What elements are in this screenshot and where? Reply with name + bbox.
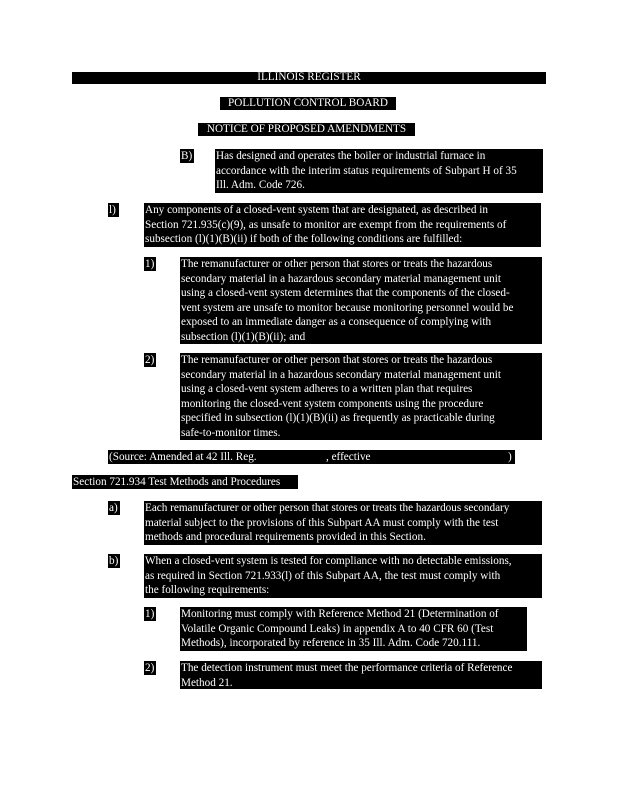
text-line: Has designed and operates the boiler or industrial furnace in: [216, 150, 486, 162]
source-right: ): [508, 451, 512, 463]
text-line: monitoring the closed-vent system components using the procedure: [181, 397, 484, 410]
text-line: accordance with the interim status requirements of Subpart H of 35: [216, 164, 517, 177]
item-b-text: [145, 554, 512, 598]
item-l1-label: 1): [145, 258, 155, 270]
item-a-label: a): [109, 502, 118, 514]
item-l1-text: [181, 257, 513, 344]
text-line: secondary material in a hazardous secondary material management unit: [181, 272, 501, 285]
text-line: The remanufacturer or other person that stores or treats the hazardous: [181, 354, 493, 366]
item-B-text: [216, 149, 517, 193]
text-line: subsection (l)(1)(B)(ii) if both of the following conditions are fulfilled:: [145, 233, 463, 245]
text-line: The detection instrument must meet the performance criteria of Reference: [181, 662, 513, 674]
item-b-label: b): [109, 555, 119, 567]
item-b1-text: [181, 607, 499, 651]
item-l-label: l): [109, 204, 116, 216]
text-line: subsection (l)(1)(B)(ii); and: [181, 330, 306, 343]
register-title: ILLINOIS REGISTER: [257, 71, 361, 83]
text-line: using a closed-vent system adheres to a written plan that requires: [181, 383, 473, 395]
notice-title: NOTICE OF PROPOSED AMENDMENTS: [206, 123, 407, 135]
text-line: Method 21.: [181, 676, 233, 689]
text-line: using a closed-vent system determines that the components of the closed-: [181, 287, 510, 299]
text-line: secondary material in a hazardous secondary material management unit: [181, 368, 501, 381]
text-line: material subject to the provisions of this Subpart AA must comply with the test: [145, 516, 499, 529]
text-line: The remanufacturer or other person that stores or treats the hazardous: [181, 258, 493, 270]
text-line: safe-to-monitor times.: [181, 426, 281, 439]
text-line: as required in Section 721.933(l) of this Subpart AA, the test must comply with: [145, 569, 501, 582]
text-line: specified in subsection (l)(1)(B)(ii) as frequently as practicable during: [181, 412, 495, 424]
item-l2-text: [181, 353, 501, 440]
item-a-text: [145, 501, 509, 545]
text-line: Methods), incorporated by reference in 35 Ill. Adm. Code 720.111.: [181, 637, 481, 649]
text-line: Each remanufacturer or other person that stores or treats the hazardous secondary: [145, 502, 510, 514]
text-line: methods and procedural requirements provided in this Section.: [145, 531, 426, 543]
item-l-text: [145, 203, 506, 247]
text-line: Monitoring must comply with Reference Method 21 (Determination of: [181, 608, 499, 620]
board-title: POLLUTION CONTROL BOARD: [228, 97, 388, 109]
text-line: exposed to an immediate danger as a consequence of complying with: [181, 316, 492, 328]
item-l2-label: 2): [145, 354, 155, 366]
text-line: Volatile Organic Compound Leaks) in appendix A to 40 CFR 60 (Test: [181, 622, 494, 635]
text-line: Ill. Adm. Code 726.: [216, 179, 305, 191]
text-line: vent system are unsafe to monitor because monitoring personnel would be: [181, 301, 514, 314]
section-heading: Section 721.934 Test Methods and Procedures: [73, 476, 281, 488]
item-B-label: B): [181, 150, 193, 162]
text-line: Section 721.935(c)(9), as unsafe to monitor are exempt from the requirements of: [145, 218, 507, 231]
item-b2-text: [181, 661, 512, 690]
text-line: Any components of a closed-vent system that are designated, as described in: [145, 204, 488, 216]
text-line: When a closed-vent system is tested for compliance with no detectable emissions,: [145, 555, 512, 567]
item-b1-label: 1): [145, 608, 155, 620]
item-b2-label: 2): [145, 662, 155, 674]
source-left: (Source: Amended at 42 Ill. Reg.: [109, 451, 257, 463]
text-line: the following requirements:: [145, 584, 270, 596]
source-middle: , effective: [326, 451, 371, 463]
